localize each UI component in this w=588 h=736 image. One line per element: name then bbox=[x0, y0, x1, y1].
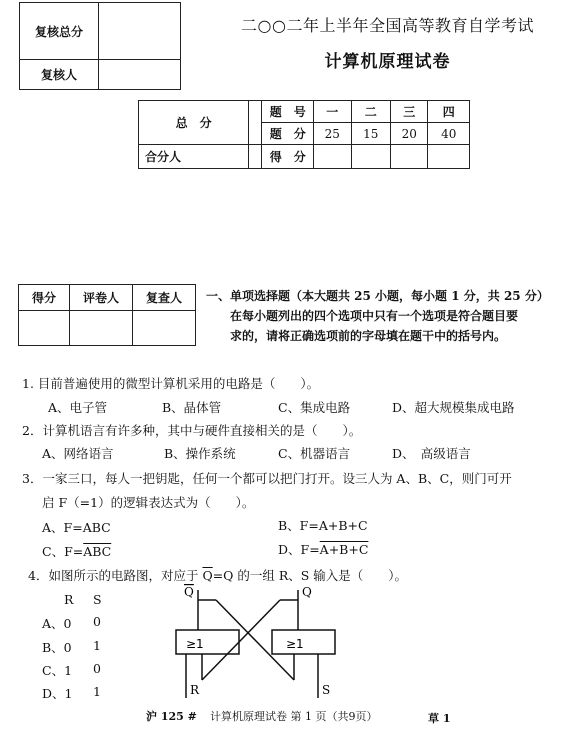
q3-stem-line1: 3．一家三口，每人一把钥匙，任何一个都可以把门打开。设三人为 A、B、C，则门可开 bbox=[22, 471, 512, 486]
q3-stem-line2: 启 F（=1）的逻辑表达式为（ ）。 bbox=[42, 495, 255, 510]
got-score-3[interactable] bbox=[391, 145, 428, 169]
r-input-label: R bbox=[190, 683, 200, 697]
question-number-label: 题 号 bbox=[262, 101, 314, 123]
q3-b-expr: A+B+C bbox=[318, 518, 368, 533]
rechecker-label: 复查人 bbox=[133, 285, 196, 311]
q4-stem-qbar: $\overline{Q}$ bbox=[202, 568, 213, 583]
combiner-label: 合分人 bbox=[139, 145, 249, 169]
q4-option-c-s: 0 bbox=[93, 661, 101, 676]
q4-col-s: S bbox=[93, 592, 102, 607]
col-header-4: 四 bbox=[428, 101, 470, 123]
q4-option-a-s: 0 bbox=[93, 614, 101, 629]
col-header-2: 二 bbox=[351, 101, 390, 123]
q4-option-a[interactable]: A、0 bbox=[42, 616, 72, 631]
reviewer-cell[interactable] bbox=[99, 60, 181, 90]
q3-d-prefix: D、F= bbox=[278, 542, 320, 557]
q3-c-expr: $\overline{ABC}$ bbox=[83, 544, 112, 559]
got-score-label: 得 分 bbox=[262, 145, 314, 169]
q2-option-d[interactable]: D、 高级语言 bbox=[392, 446, 471, 461]
q2-option-a[interactable]: A、网络语言 bbox=[42, 446, 114, 461]
footer-code: 沪 125 # bbox=[146, 710, 197, 723]
q4-stem-post: =Q 的一组 R、S 输入是（ ）。 bbox=[212, 568, 408, 583]
q3-a-expr: ABC bbox=[82, 520, 111, 535]
q3-d-expr: A+B+C bbox=[319, 542, 369, 557]
section1-heading: 一、单项选择题（本大题共 25 小题，每小题 1 分，共 25 分） bbox=[206, 289, 549, 303]
q-label: Q bbox=[302, 585, 312, 599]
total-score-label: 总 分 bbox=[139, 101, 249, 145]
grader-score-cell[interactable] bbox=[19, 311, 70, 346]
q3-option-a[interactable] bbox=[42, 518, 111, 536]
q2-option-b[interactable]: B、操作系统 bbox=[164, 446, 236, 461]
q4-option-b-s: 1 bbox=[93, 638, 101, 653]
col-header-1: 一 bbox=[314, 101, 351, 123]
q4-option-b[interactable]: B、0 bbox=[42, 640, 72, 655]
q4-stem bbox=[28, 566, 407, 584]
review-box bbox=[19, 2, 181, 90]
q3-option-d[interactable] bbox=[278, 540, 368, 558]
reviewer-label: 复核人 bbox=[20, 60, 99, 90]
gate-right-label: ≥1 bbox=[286, 637, 304, 651]
section1-line3: 求的，请将正确选项前的字母填在题干中的括号内。 bbox=[230, 329, 507, 343]
points-4: 40 bbox=[428, 123, 470, 145]
q1-option-c[interactable]: C、集成电路 bbox=[278, 400, 351, 415]
exam-subtitle: 计算机原理试卷 bbox=[324, 52, 451, 72]
grader-name-label: 评卷人 bbox=[70, 285, 133, 311]
grader-name-cell[interactable] bbox=[70, 311, 133, 346]
got-score-1[interactable] bbox=[314, 145, 351, 169]
q3-option-c[interactable] bbox=[42, 542, 111, 560]
s-input-label: S bbox=[322, 683, 331, 697]
score-table bbox=[138, 100, 470, 169]
q1-option-a[interactable]: A、电子管 bbox=[48, 400, 108, 415]
points-2: 15 bbox=[351, 123, 390, 145]
q3-a-prefix: A、F= bbox=[42, 520, 83, 535]
points-1: 25 bbox=[314, 123, 351, 145]
q4-col-r: R bbox=[64, 592, 74, 607]
q4-option-d-s: 1 bbox=[93, 684, 101, 699]
q4-option-d[interactable]: D、1 bbox=[42, 686, 73, 701]
got-score-2[interactable] bbox=[351, 145, 390, 169]
q2-option-c[interactable]: C、机器语言 bbox=[278, 446, 351, 461]
question-score-label: 题 分 bbox=[262, 123, 314, 145]
review-total-label: 复核总分 bbox=[20, 3, 99, 60]
q2-stem: 2．计算机语言有许多种，其中与硬件直接相关的是（ ）。 bbox=[22, 423, 362, 438]
q1-option-b[interactable]: B、晶体管 bbox=[162, 400, 222, 415]
rechecker-cell[interactable] bbox=[133, 311, 196, 346]
q4-option-c[interactable]: C、1 bbox=[42, 663, 73, 678]
section1-line2: 在每小题列出的四个选项中只有一个选项是符合题目要 bbox=[230, 309, 519, 323]
q3-option-b[interactable] bbox=[278, 516, 368, 534]
col-header-3: 三 bbox=[391, 101, 428, 123]
footer-sheet: 草 1 bbox=[428, 712, 451, 725]
q4-stem-pre: 4．如图所示的电路图，对应于 bbox=[28, 568, 203, 583]
review-total-cell[interactable] bbox=[99, 3, 181, 60]
got-score-4[interactable] bbox=[428, 145, 470, 169]
qbar-label: Q bbox=[184, 585, 194, 599]
footer-page: 计算机原理试卷 第 1 页（共9页） bbox=[210, 710, 378, 723]
combiner-cell[interactable] bbox=[249, 145, 262, 169]
gate-left-label: ≥1 bbox=[186, 637, 204, 651]
q1-stem: 1. 目前普遍使用的微型计算机采用的电路是（ ）。 bbox=[22, 376, 320, 391]
grader-box bbox=[18, 284, 196, 346]
grader-score-label: 得分 bbox=[19, 285, 70, 311]
rs-latch-diagram bbox=[168, 584, 343, 700]
points-3: 20 bbox=[391, 123, 428, 145]
exam-title: 二○○二年上半年全国高等教育自学考试 bbox=[241, 16, 534, 35]
q3-b-prefix: B、F= bbox=[278, 518, 319, 533]
q3-c-prefix: C、F= bbox=[42, 544, 84, 559]
q1-option-d[interactable]: D、超大规模集成电路 bbox=[392, 400, 515, 415]
total-score-cell[interactable] bbox=[249, 101, 262, 145]
